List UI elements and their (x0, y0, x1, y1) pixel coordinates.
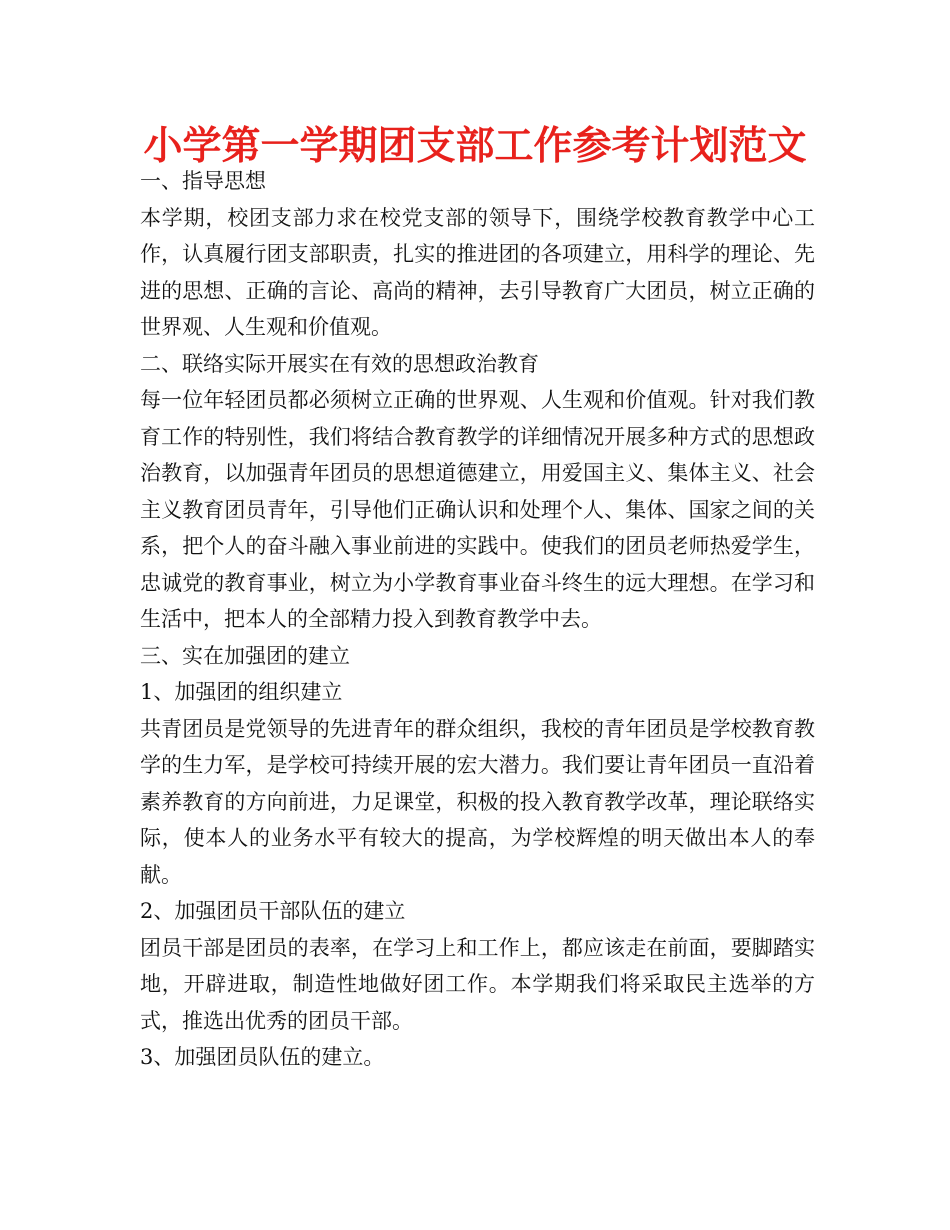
subheading-cadre-building: 2、加强团员干部队伍的建立 (140, 899, 406, 923)
subheading-member-building: 3、加强团员队伍的建立。 (140, 1045, 385, 1069)
section-heading-ideological-education: 二、联络实际开展实在有效的思想政治教育 (140, 351, 539, 376)
section-heading-guiding-thought: 一、指导思想 (140, 169, 266, 193)
paragraph-organization-building: 共青团员是党领导的先进青年的群众组织，我校的青年团员是学校教育教学的生力军，是学校可持续开展的宏大潜力。我们要让青年团员一直沿着素养教育的方向前进，力足课堂，积极的投入教育教学改革，理论联络实际，使本人的业务水平有较大的提高，为学校辉煌的明天做出本人的奉献。 (140, 716, 815, 887)
document-title: 小学第一学期团支部工作参考计划范文 (143, 124, 807, 169)
paragraph-cadre-building: 团员干部是团员的表率，在学习上和工作上，都应该走在前面，要脚踏实地，开辟进取，制造性地做好团工作。本学期我们将采取民主选举的方式，推选出优秀的团员干部。 (140, 935, 815, 1033)
section-heading-league-building: 三、实在加强团的建立 (140, 643, 350, 668)
paragraph-ideological-education: 每一位年轻团员都必须树立正确的世界观、人生观和价值观。针对我们教育工作的特别性，我们将结合教育教学的详细情况开展多种方式的思想政治教育，以加强青年团员的思想道德建立，用爱国主义、集体主义、社会主义教育团员青年，引导他们正确认识和处理个人、集体、国家之间的关系，把个人的奋斗融入事业前进的实践中。使我们的团员老师热爱学生，忠诚党的教育事业，树立为小学教育事业奋斗终生的远大理想。在学习和生活中，把本人的全部精力投入到教育教学中去。 (140, 388, 815, 631)
subheading-organization-building: 1、加强团的组织建立 (140, 680, 343, 704)
document-body (140, 163, 815, 1076)
paragraph-guiding-thought: 本学期，校团支部力求在校党支部的领导下，围绕学校教育教学中心工作，认真履行团支部职责，扎实的推进团的各项建立，用科学的理论、先进的思想、正确的言论、高尚的精神，去引导教育广大团员，树立正确的世界观、人生观和价值观。 (140, 205, 815, 339)
